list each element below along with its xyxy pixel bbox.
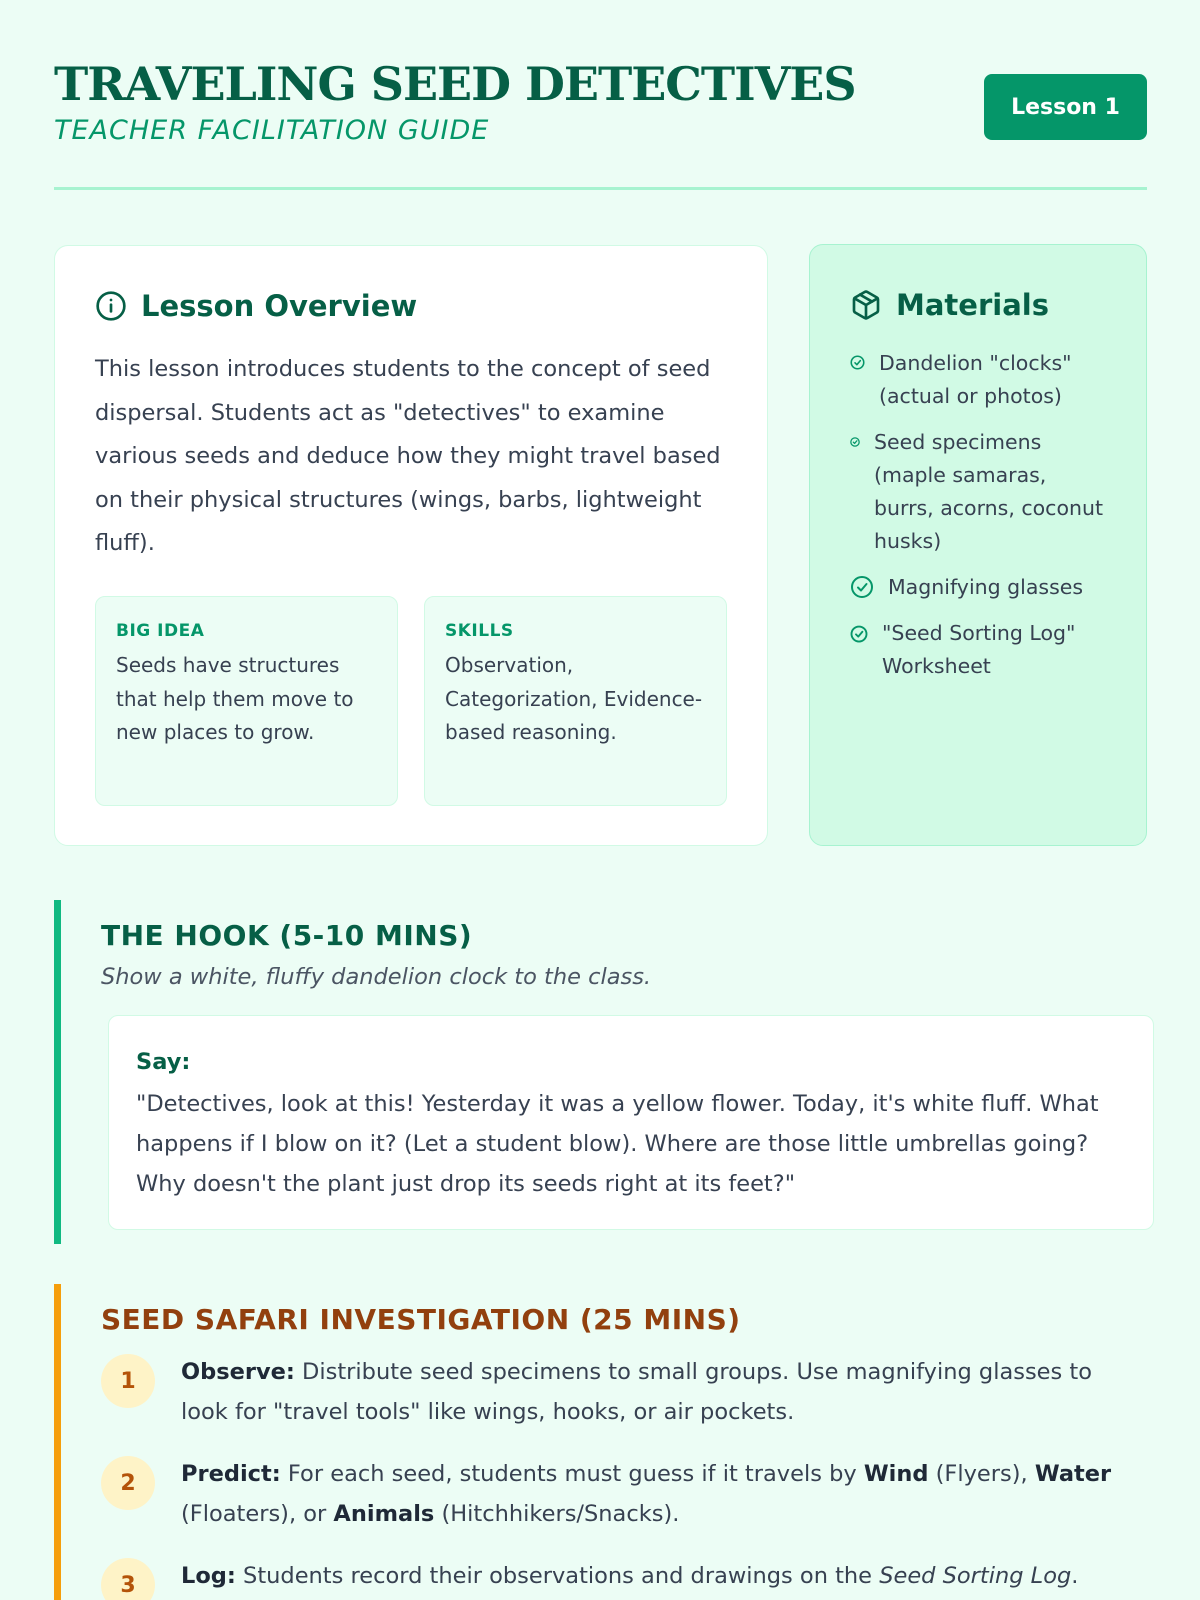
step-number: 1	[101, 1354, 155, 1408]
materials-item-text: "Seed Sorting Log" Worksheet	[882, 621, 1076, 678]
materials-item	[850, 571, 1106, 604]
materials-card	[809, 244, 1147, 846]
step-text	[181, 1454, 1141, 1534]
step-text	[181, 1352, 1141, 1432]
hook-title: THE HOOK (5-10 MINS)	[101, 919, 473, 952]
materials-heading	[850, 285, 1106, 325]
big-idea-box	[95, 596, 398, 806]
hook-section	[54, 900, 1147, 1244]
step-body: (Floaters), or	[181, 1501, 334, 1527]
safari-step	[101, 1556, 1147, 1600]
materials-item-text: Magnifying glasses	[888, 575, 1084, 599]
skills-box	[424, 596, 727, 806]
materials-list	[850, 347, 1106, 683]
water-term: Water	[1034, 1461, 1112, 1487]
lesson-overview-card	[54, 245, 768, 846]
materials-item	[850, 347, 1106, 413]
step-body: (Hitchhikers/Snacks).	[434, 1501, 680, 1527]
safari-step	[101, 1352, 1147, 1432]
step-body: (Flyers),	[928, 1461, 1035, 1487]
animals-term: Animals	[333, 1501, 435, 1527]
wind-term: Wind	[863, 1461, 929, 1487]
materials-item-text: Dandelion "clocks" (actual or photos)	[879, 351, 1072, 408]
step-body: .	[1071, 1563, 1079, 1589]
step-number: 2	[101, 1456, 155, 1510]
step-number: 3	[101, 1558, 155, 1600]
materials-item	[850, 617, 1106, 683]
page-header	[54, 56, 1147, 190]
overview-heading-text: Lesson Overview	[141, 289, 418, 323]
safari-section	[54, 1284, 1147, 1600]
step-body: For each seed, students must guess if it travels by	[280, 1461, 864, 1487]
step-text	[181, 1556, 1141, 1596]
page-subtitle: TEACHER FACILITATION GUIDE	[54, 115, 490, 146]
materials-item	[850, 426, 1106, 558]
skills-text: Observation, Categorization, Evidence-based reasoning.	[445, 653, 703, 744]
materials-heading-text: Materials	[896, 288, 1049, 322]
step-body: Distribute seed specimens to small groups. Use magnifying glasses to look for "travel tools" like wings, hooks, or air pockets.	[181, 1359, 1092, 1425]
safari-step	[101, 1454, 1147, 1534]
say-text: "Detectives, look at this! Yesterday it was a yellow flower. Today, it's white fluff. What happens if I blow on it? (Let a student blow). Where are those little umbrellas going? Why doesn't the plant just drop its seeds right at its feet?"	[136, 1091, 1099, 1197]
safari-title: SEED SAFARI INVESTIGATION (25 MINS)	[101, 1303, 741, 1336]
overview-info-boxes	[95, 596, 727, 806]
lesson-badge: Lesson 1	[984, 74, 1147, 140]
check-circle-icon	[850, 625, 868, 643]
hook-note: Show a white, fluffy dandelion clock to the class.	[101, 964, 652, 990]
check-circle-icon	[850, 355, 865, 370]
check-circle-icon	[850, 437, 860, 447]
big-idea-text: Seeds have structures that help them move to new places to grow.	[116, 653, 354, 744]
info-icon	[95, 290, 127, 322]
overview-heading	[95, 286, 727, 326]
skills-label: SKILLS	[445, 621, 514, 641]
say-box	[108, 1015, 1154, 1230]
page-title: TRAVELING SEED DETECTIVES	[54, 57, 856, 111]
step-label: Log:	[181, 1563, 236, 1589]
box-icon	[850, 289, 882, 321]
worksheet-name: Seed Sorting Log	[879, 1563, 1072, 1589]
step-label: Observe:	[181, 1359, 295, 1385]
step-label: Predict:	[181, 1461, 281, 1487]
step-body: Students record their observations and drawings on the	[235, 1563, 880, 1589]
overview-text: This lesson introduces students to the concept of seed dispersal. Students act as "detectives" to examine various seeds and deduce how they might travel based on their physical structures (wings, barbs, lightweight fluff).	[95, 356, 721, 556]
materials-item-text: Seed specimens (maple samaras, burrs, acorns, coconut husks)	[874, 430, 1104, 553]
check-circle-icon	[850, 575, 874, 599]
say-label: Say:	[136, 1049, 191, 1075]
big-idea-label: BIG IDEA	[116, 621, 205, 641]
